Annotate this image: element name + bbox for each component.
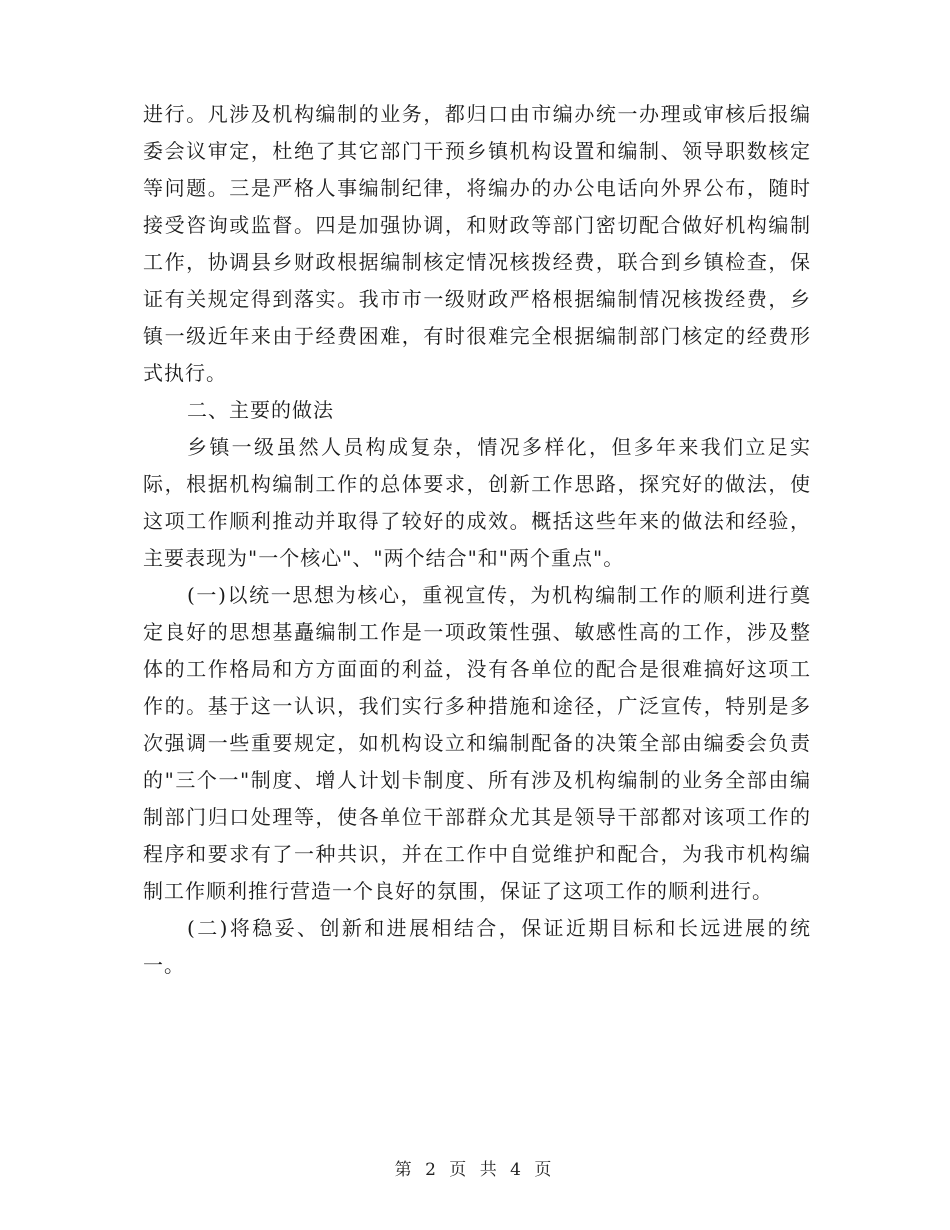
paragraph-point-two: (二)将稳妥、创新和进展相结合，保证近期目标和长远进展的统一。 (143, 916, 811, 977)
document-body (143, 96, 811, 984)
section-heading: 二、主要的做法 (187, 398, 334, 422)
paragraph-point-one: (一)以统一思想为核心，重视宣传，为机构编制工作的顺利进行奠定良好的思想基矗编制工作是一项政策性强、敏感性高的工作，涉及整体的工作格局和方方面面的利益，没有各单位的配合是很难搞好这项工作的。基于这一认识，我们实行多种措施和途径，广泛宣传，特别是多次强调一些重要规定，如机构设立和编制配备的决策全部由编委会负责的"三个一"制度、增人计划卡制度、所有涉及机构编制的业务全部由编制部门归口处理等，使各单位干部群众尤其是领导干部都对该项工作的程序和要求有了一种共识，并在工作中自觉维护和配合，为我市机构编制工作顺利推行营造一个良好的氛围，保证了这项工作的顺利进行。 (143, 583, 811, 903)
paragraph-continued: 进行。凡涉及机构编制的业务，都归口由市编办统一办理或审核后报编委会议审定，杜绝了其它部门干预乡镇机构设置和编制、领导职数核定等问题。三是严格人事编制纪律，将编办的办公电话向外界公布，随时接受咨询或监督。四是加强协调，和财政等部门密切配合做好机构编制工作，协调县乡财政根据编制核定情况核拨经费，联合到乡镇检查，保证有关规定得到落实。我市市一级财政严格根据编制情况核拨经费，乡镇一级近年来由于经费困难，有时很难完全根据编制部门核定的经费形式执行。 (143, 102, 811, 385)
page-footer: 第 2 页 共 4 页 (394, 1160, 556, 1180)
paragraph-intro: 乡镇一级虽然人员构成复杂，情况多样化，但多年来我们立足实际，根据机构编制工作的总体要求，创新工作思路，探究好的做法，使这项工作顺利推动并取得了较好的成效。概括这些年来的做法和经验，主要表现为"一个核心"、"两个结合"和"两个重点"。 (143, 435, 811, 570)
